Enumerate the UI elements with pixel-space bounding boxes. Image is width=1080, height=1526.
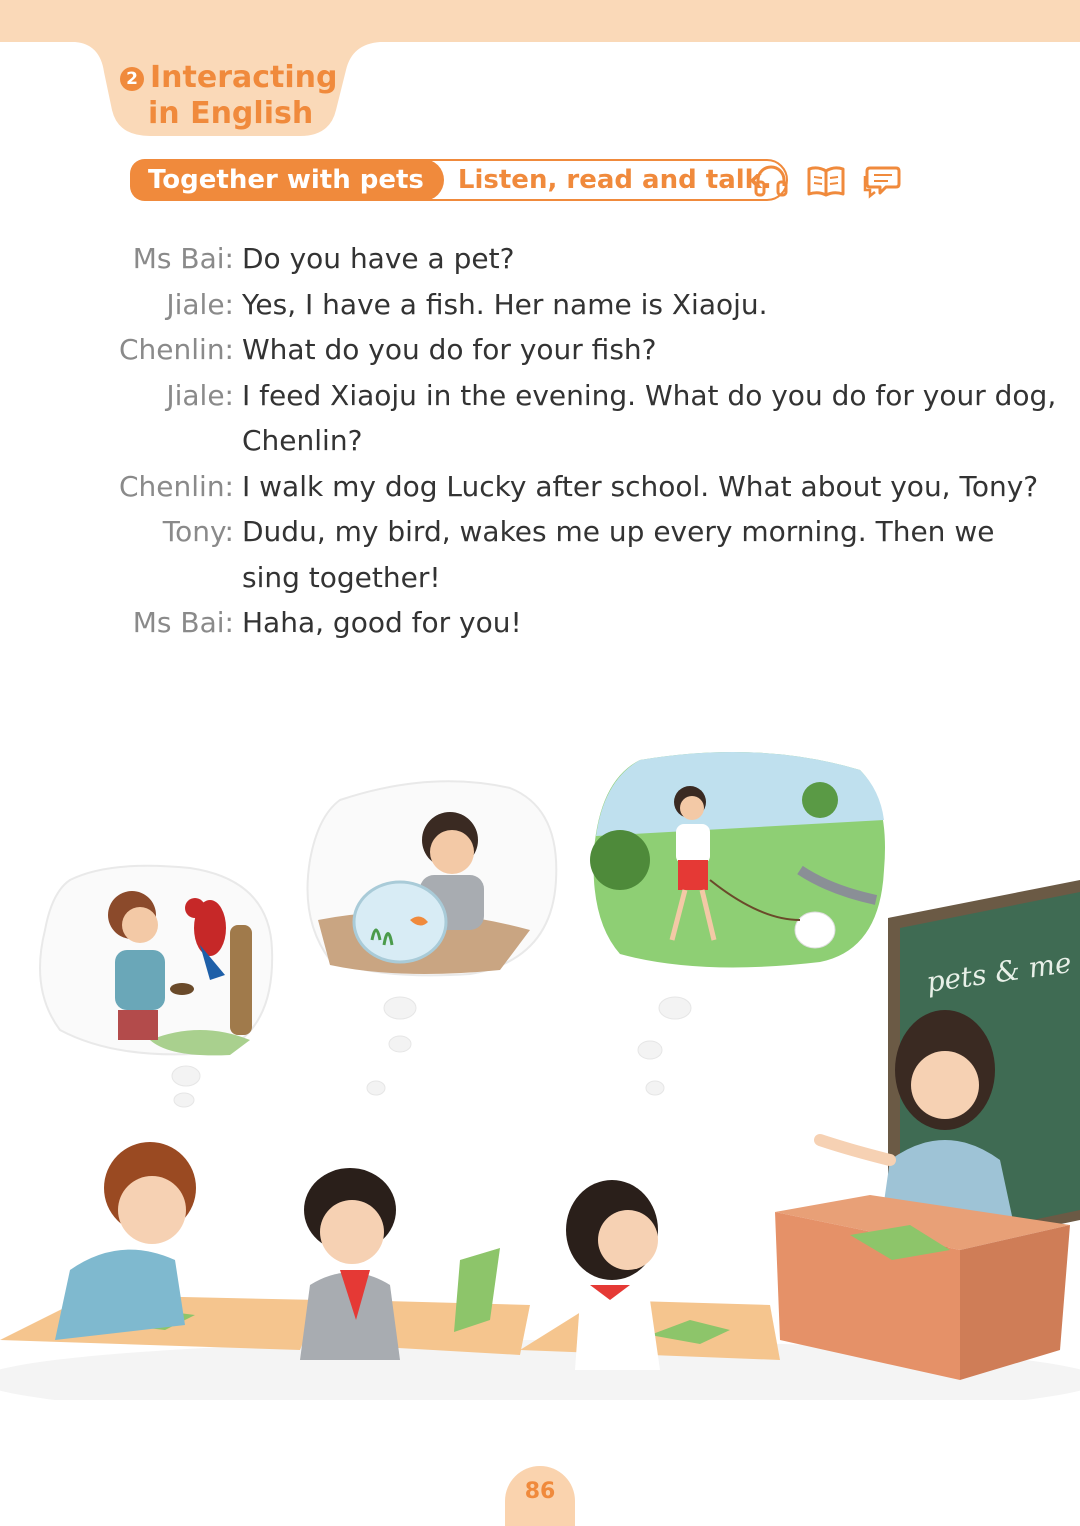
speech-bubbles-icon[interactable] <box>862 162 902 200</box>
activity-icons <box>752 162 902 200</box>
dialogue-line <box>0 509 1080 555</box>
speaker-name: Ms Bai: <box>132 242 234 275</box>
dialogue-line <box>0 327 1080 373</box>
topic-label: Together with pets <box>130 159 444 201</box>
classroom-illustration <box>0 740 1080 1400</box>
dialogue-line <box>0 373 1080 419</box>
speaker-name: Jiale: <box>166 287 234 321</box>
thought-trail-3 <box>638 997 691 1095</box>
activity-banner <box>130 159 788 201</box>
thought-bubble-fish <box>308 781 557 975</box>
speaker-name: Chenlin: <box>118 469 234 503</box>
speaker-name: Jiale: <box>166 378 234 412</box>
dialogue-line <box>0 600 1080 646</box>
dialogue-line <box>0 282 1080 328</box>
section-title-line1: Interacting <box>150 60 338 95</box>
speaker-name: Ms Bai: <box>132 606 234 639</box>
utterance-text: Haha, good for you! <box>242 606 522 639</box>
thought-bubble-dog <box>590 752 885 967</box>
dialogue-line <box>0 464 1080 510</box>
utterance-text: sing together! <box>242 560 441 594</box>
blackboard-text: pets & me <box>924 945 1074 999</box>
student-girl <box>566 1180 660 1370</box>
utterance-text: What do you do for your fish? <box>242 333 657 366</box>
speaker-name: Tony: <box>162 515 234 548</box>
page-number: 86 <box>505 1466 575 1526</box>
speaker-name: Chenlin: <box>118 333 234 366</box>
dialogue-line <box>0 236 1080 282</box>
dialogue-line <box>0 418 1080 464</box>
utterance-text: I walk my dog Lucky after school. What about you, Tony? <box>242 469 1039 503</box>
utterance-text: Chenlin? <box>242 424 363 457</box>
thought-bubble-parrot <box>40 866 272 1056</box>
utterance-text: Yes, I have a fish. Her name is Xiaoju. <box>242 287 768 321</box>
instruction-label: Listen, read and talk. <box>457 165 772 195</box>
dialogue-line <box>0 555 1080 601</box>
section-title-line2: in English <box>148 96 314 131</box>
open-book-icon[interactable] <box>806 162 846 200</box>
section-heading <box>120 60 338 132</box>
utterance-text: Do you have a pet? <box>242 242 515 275</box>
headphones-icon[interactable] <box>752 162 790 200</box>
student-boy-curly <box>55 1142 196 1340</box>
section-number: 2 <box>120 67 144 91</box>
dialogue <box>0 236 1080 646</box>
utterance-text: I feed Xiaoju in the evening. What do you do for your dog, <box>242 378 1057 412</box>
utterance-text: Dudu, my bird, wakes me up every morning. Then we <box>242 515 995 548</box>
thought-trail-1 <box>172 1066 200 1107</box>
thought-trail-2 <box>367 997 416 1095</box>
